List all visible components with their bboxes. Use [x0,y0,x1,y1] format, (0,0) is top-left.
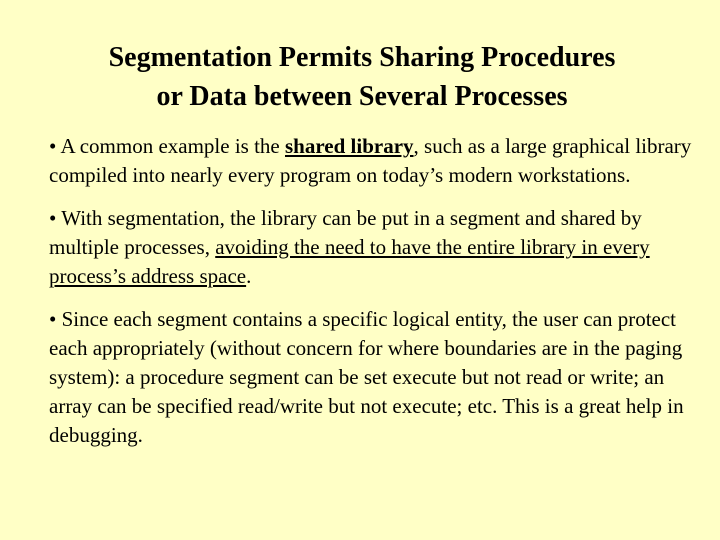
bullet-text-after: , such as a large graphical library compiled into nearly every program on today’s modern workstations. [49,134,692,187]
bullet-protection [49,305,699,450]
bullet-text-before: A common example is the [56,134,285,158]
bullet-glyph: • [49,206,57,230]
title-line-2: or Data between Several Processes [156,81,568,112]
title-line-1: Segmentation Permits Sharing Procedures [108,42,616,73]
underlined-phrase: avoiding the need to have the entire library in every process’s address space [49,235,650,288]
bullet-shared-library [49,132,699,190]
bullet-text: Since each segment contains a specific logical entity, the user can protect each appropriately (without concern for where boundaries are in the paging system): a procedure segment can be set execute but not read or write; an array can be specified read/write but not execute; etc. This is a great help in debugging. [49,307,684,447]
bullet-text-after: . [246,264,252,288]
bullet-list [49,132,699,450]
bullet-segment-sharing [49,204,699,291]
bullet-glyph: • [49,134,57,158]
bullet-text-before: With segmentation, the library can be put in a segment and shared by multiple processes, [49,206,642,259]
slide-title [0,38,720,116]
shared-library-term: shared library [285,134,414,158]
bullet-glyph: • [49,307,57,331]
